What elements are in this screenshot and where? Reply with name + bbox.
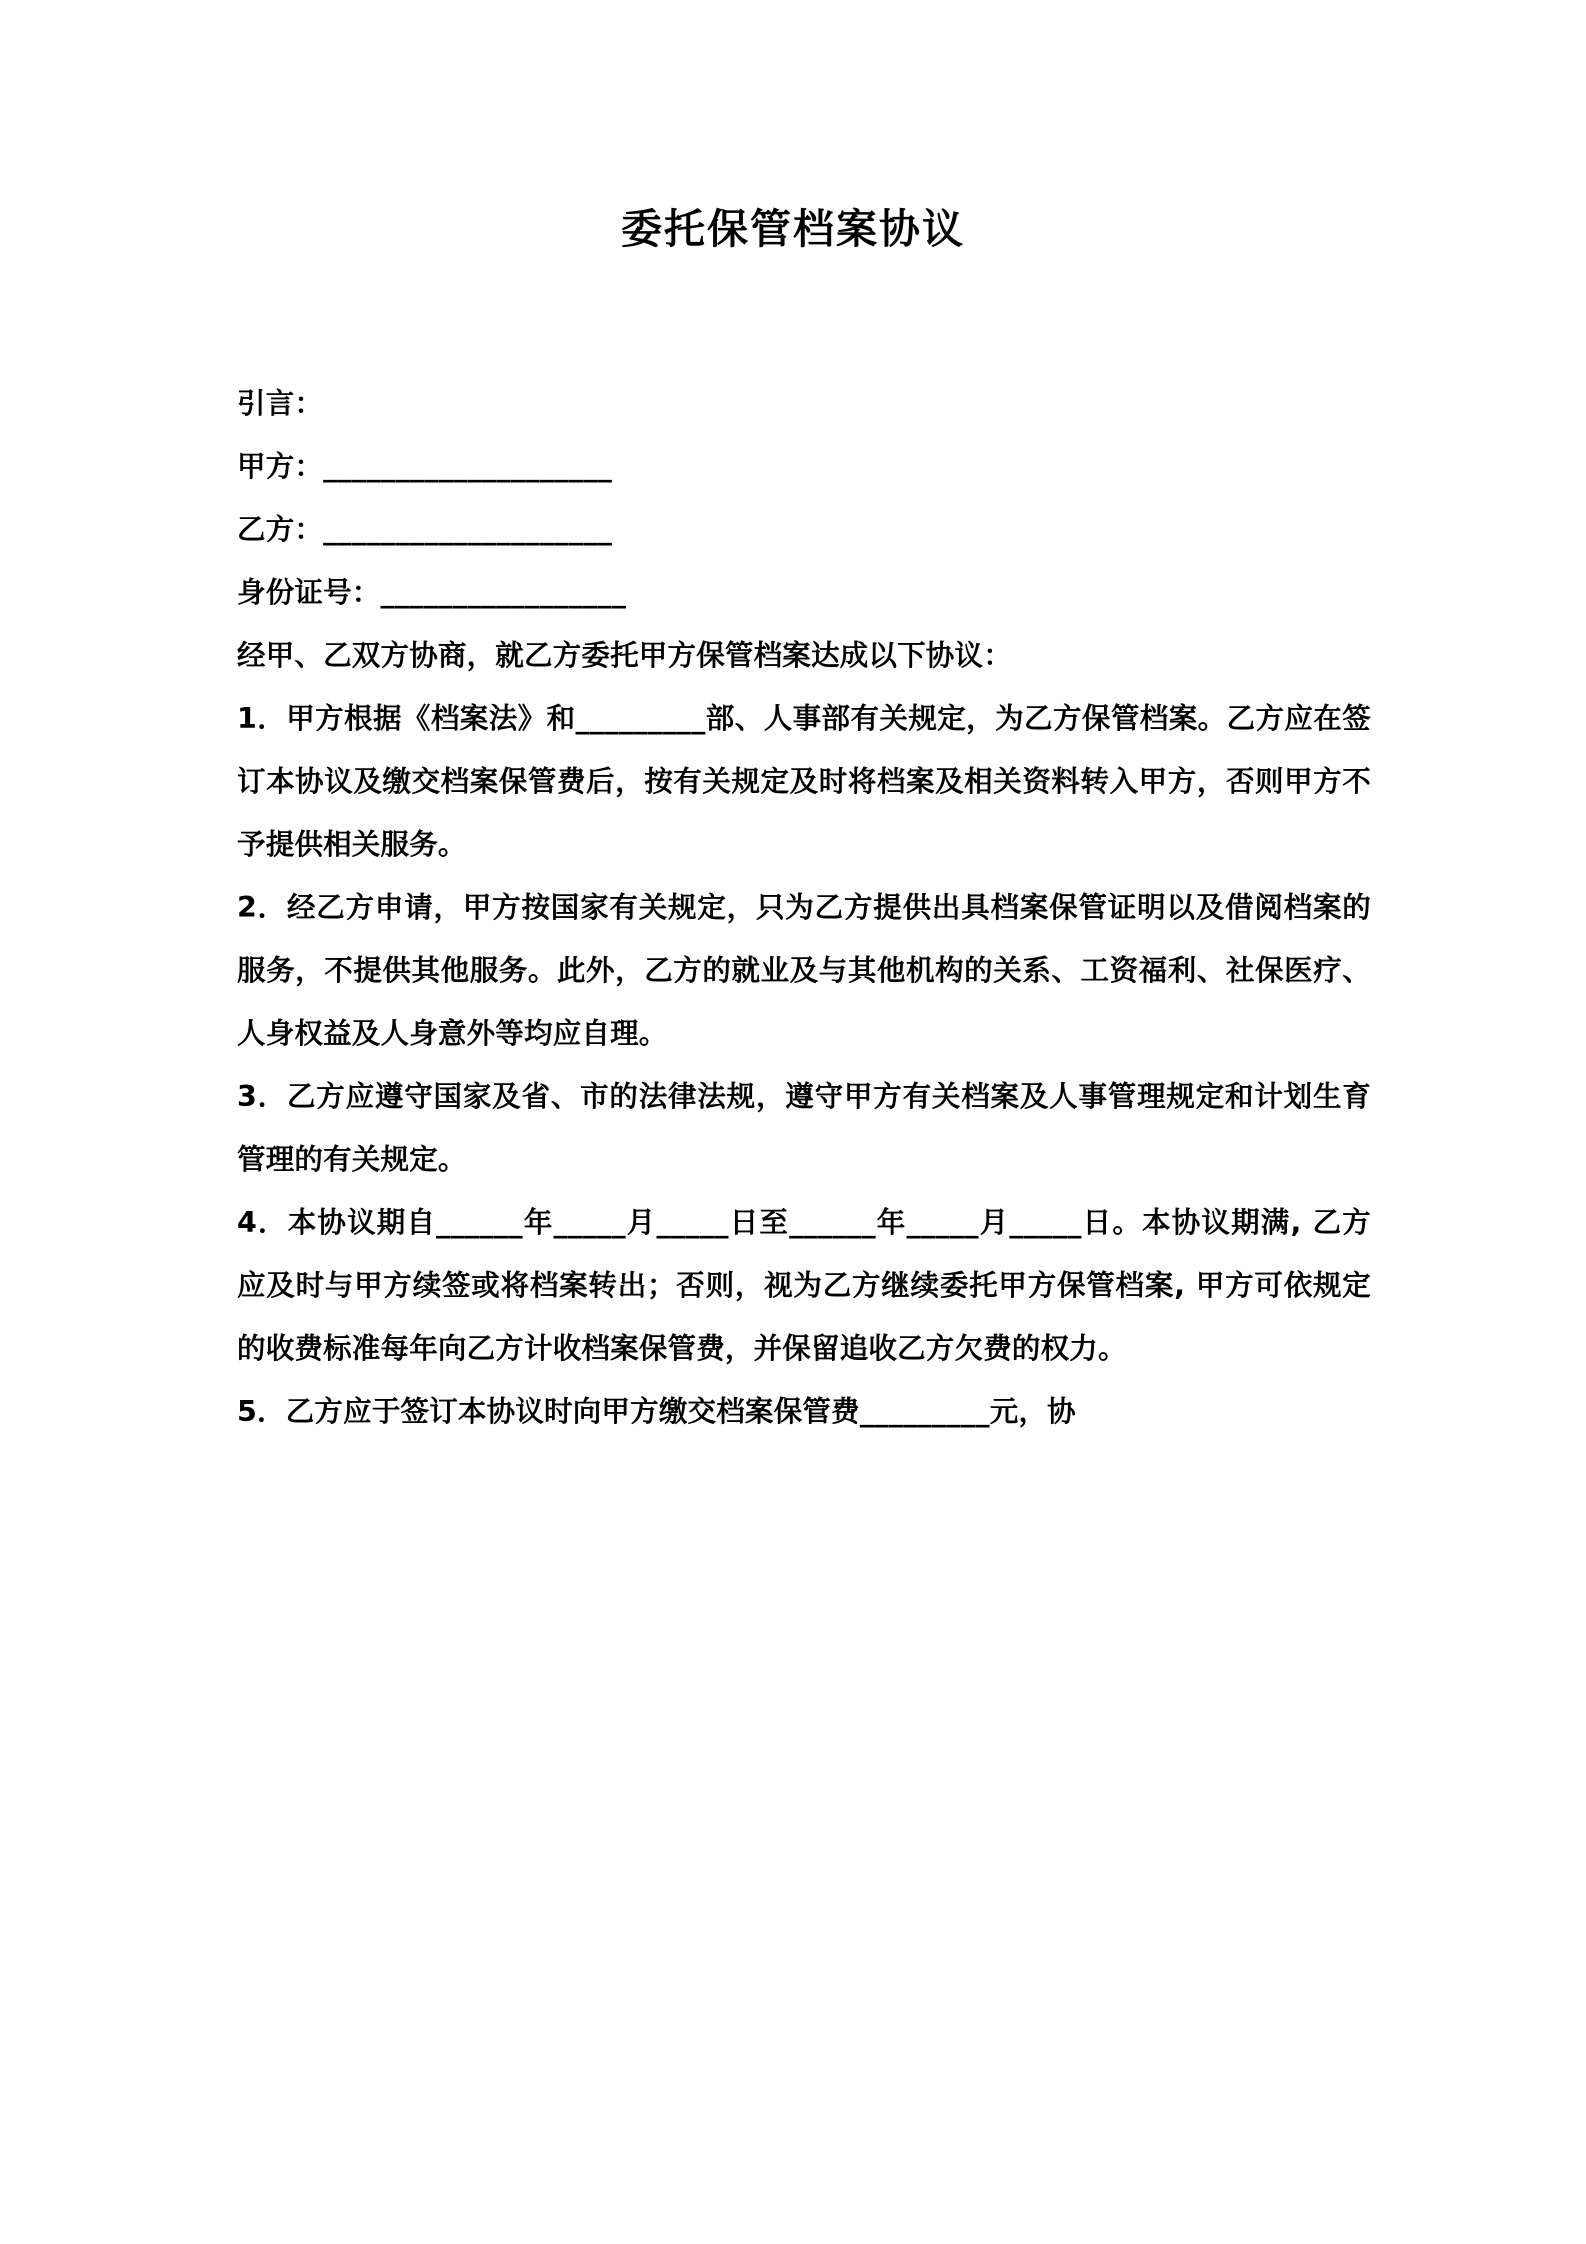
paragraph-party-b: 乙方：____________________ [237,513,613,547]
paragraph-preamble: 经甲、乙双方协商，就乙方委托甲方保管档案达成以下协议： [237,639,1012,673]
paragraph-id-number: 身份证号：_________________ [237,576,627,610]
paragraph-intro-label: 引言： [237,387,324,421]
page-title: 委托保管档案协议 [621,205,965,253]
document-body [0,254,1586,1443]
paragraph-party-a: 甲方：____________________ [237,450,613,484]
paragraph-clause-2: 2．经乙方申请，甲方按国家有关规定，只为乙方提供出具档案保管证明以及借阅档案的服务，不提供其他服务。此外，乙方的就业及与其他机构的关系、工资福利、社保医疗、人身权益及人身意外等均应自理。 [237,891,1371,1051]
paragraph-clause-5: 5．乙方应于签订本协议时向甲方缴交档案保管费_________元，协 [237,1395,1076,1429]
paragraph-clause-4: 4．本协议期自______年_____月_____日至______年_____月_____日。本协议期满, 乙方应及时与甲方续签或将档案转出；否则，视为乙方继续委托甲方保管档案, 甲方可依规定的收费标准每年向乙方计收档案保管费，并保留追收乙方欠费的权力。 [237,1206,1371,1366]
paragraph-clause-1: 1．甲方根据《档案法》和_________部、人事部有关规定，为乙方保管档案。乙方应在签订本协议及缴交档案保管费后，按有关规定及时将档案及相关资料转入甲方，否则甲方不予提供相关服务。 [237,702,1371,862]
paragraph-clause-3: 3．乙方应遵守国家及省、市的法律法规，遵守甲方有关档案及人事管理规定和计划生育管理的有关规定。 [237,1080,1371,1177]
